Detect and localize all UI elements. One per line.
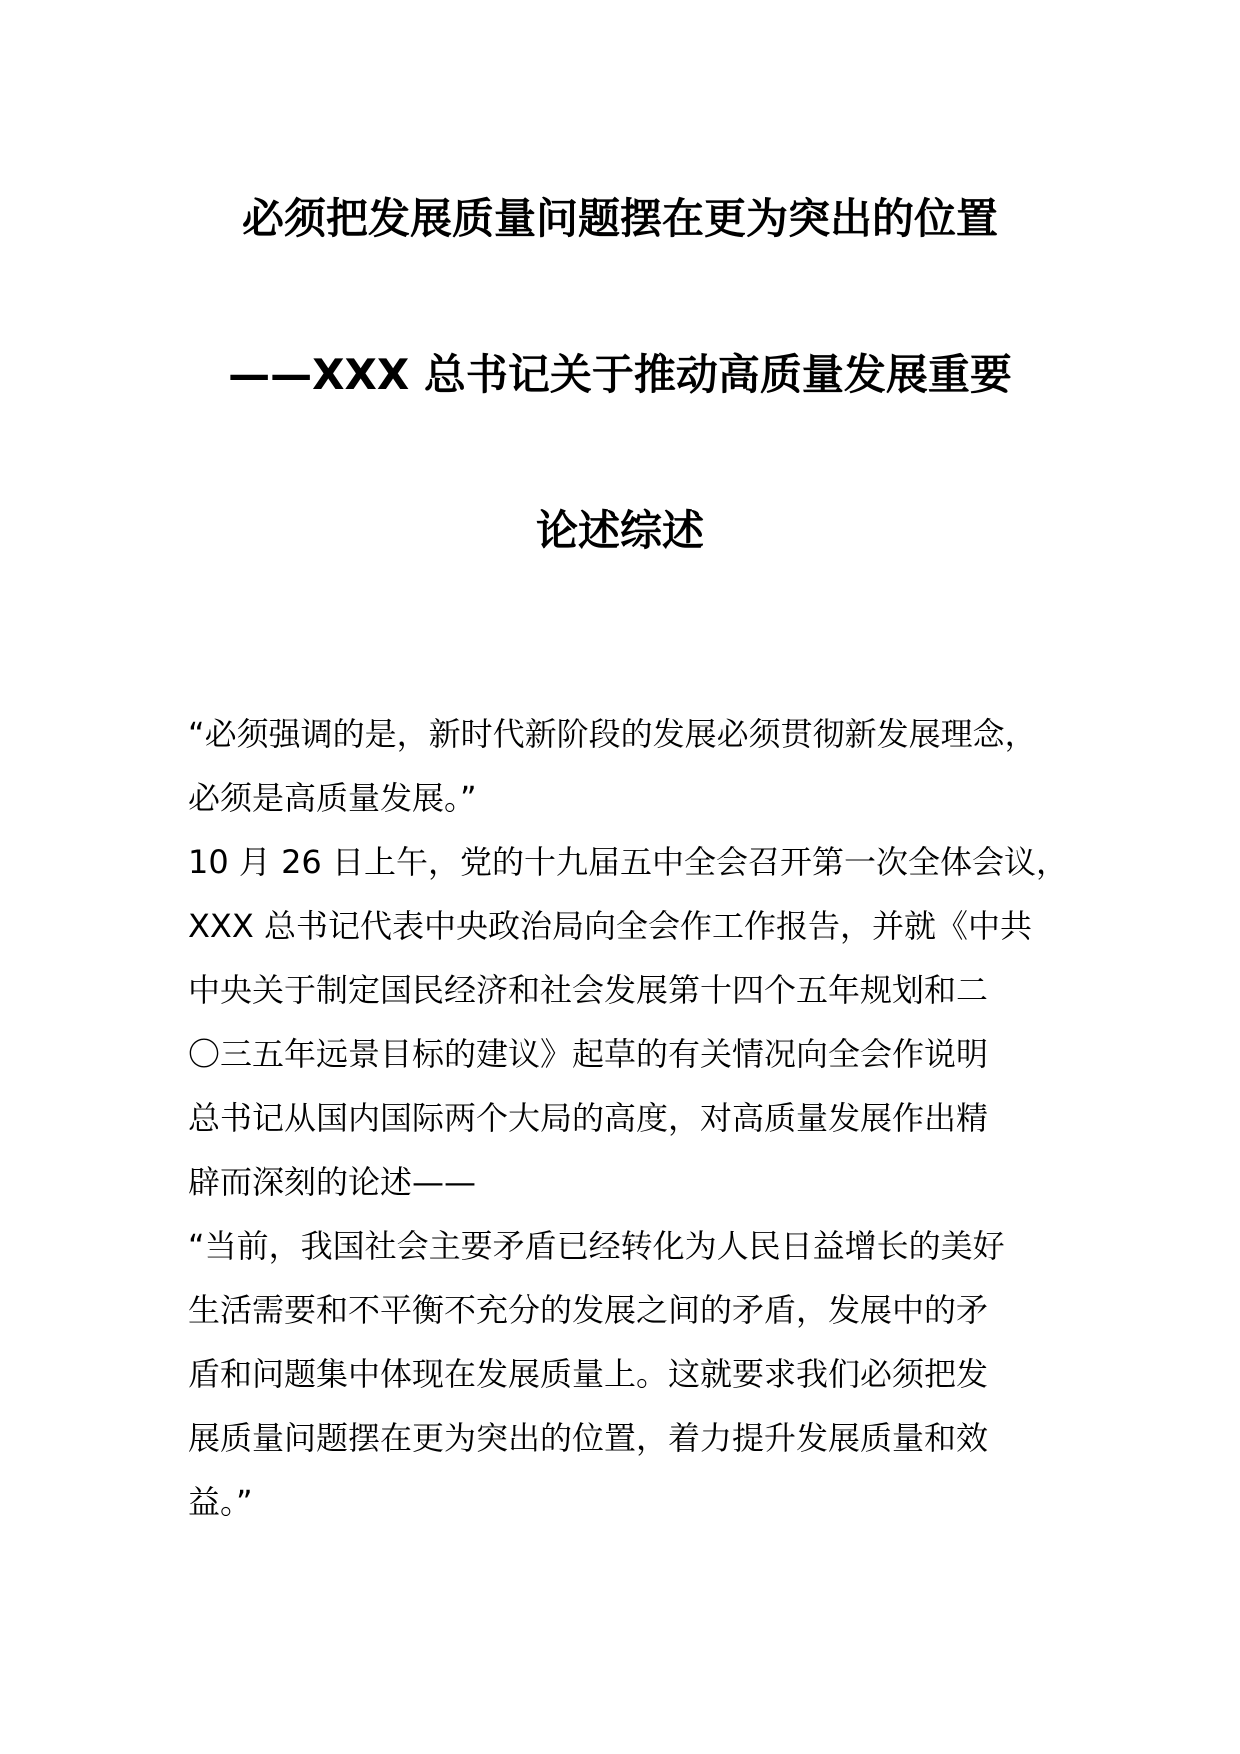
body-line: 辟而深刻的论述—— bbox=[188, 1163, 477, 1201]
body-line: 展质量问题摆在更为突出的位置，着力提升发展质量和效 bbox=[188, 1419, 989, 1457]
body-line: 益。” bbox=[188, 1483, 253, 1521]
body-line: 总书记从国内国际两个大局的高度，对高质量发展作出精 bbox=[188, 1099, 989, 1137]
body-line: XXX 总书记代表中央政治局向全会作工作报告，并就《中共 bbox=[188, 907, 1032, 945]
body-line: 〇三五年远景目标的建议》起草的有关情况向全会作说明 bbox=[188, 1035, 989, 1073]
title-line-2: ——XXX 总书记关于推动高质量发展重要 bbox=[228, 350, 1012, 399]
body-line: 必须是高质量发展。” bbox=[188, 779, 477, 817]
document-title bbox=[180, 190, 1060, 560]
body-line: 生活需要和不平衡不充分的发展之间的矛盾，发展中的矛 bbox=[188, 1291, 989, 1329]
document-body bbox=[188, 702, 1088, 1534]
body-line: 盾和问题集中体现在发展质量上。这就要求我们必须把发 bbox=[188, 1355, 989, 1393]
body-line: 中央关于制定国民经济和社会发展第十四个五年规划和二 bbox=[188, 971, 989, 1009]
title-line-1: 必须把发展质量问题摆在更为突出的位置 bbox=[241, 194, 998, 243]
body-line: “当前，我国社会主要矛盾已经转化为人民日益增长的美好 bbox=[188, 1227, 1005, 1265]
title-line-3: 论述综述 bbox=[535, 506, 704, 555]
body-line: “必须强调的是，新时代新阶段的发展必须贯彻新发展理念， bbox=[188, 715, 1037, 753]
body-line: 10 月 26 日上午，党的十九届五中全会召开第一次全体会议， bbox=[188, 843, 1068, 881]
